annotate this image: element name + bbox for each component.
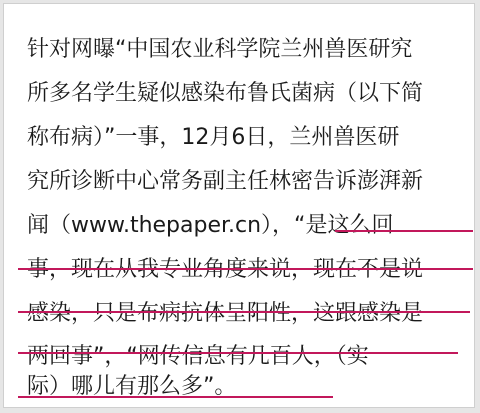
quote-underline-4 — [18, 352, 458, 354]
quote-underline-1 — [335, 230, 473, 232]
article-line-4: 究所诊断中心常务副主任林密告诉澎湃新 — [27, 169, 424, 194]
article-line-5: 闻（www.thepaper.cn），“是这么回 — [27, 213, 394, 238]
article-line-9: 际）哪儿有那么多”。 — [27, 374, 237, 399]
article-line-7: 感染，只是布病抗体呈阳性，这跟感染是 — [27, 301, 424, 326]
article-line-1: 针对网曝“中国农业科学院兰州兽医研究 — [27, 37, 413, 62]
article-line-2: 所多名学生疑似感染布鲁氏菌病（以下简 — [27, 81, 424, 106]
article-line-6: 事，现在从我专业角度来说，现在不是说 — [27, 257, 424, 282]
article-line-3: 称布病）”一事，12月6日，兰州兽医研 — [27, 125, 400, 150]
quote-underline-2 — [18, 268, 473, 270]
article-line-8: 两回事”，“网传信息有几百人，（实 — [27, 344, 369, 369]
quote-underline-3 — [18, 311, 470, 313]
quote-underline-5 — [18, 396, 333, 398]
